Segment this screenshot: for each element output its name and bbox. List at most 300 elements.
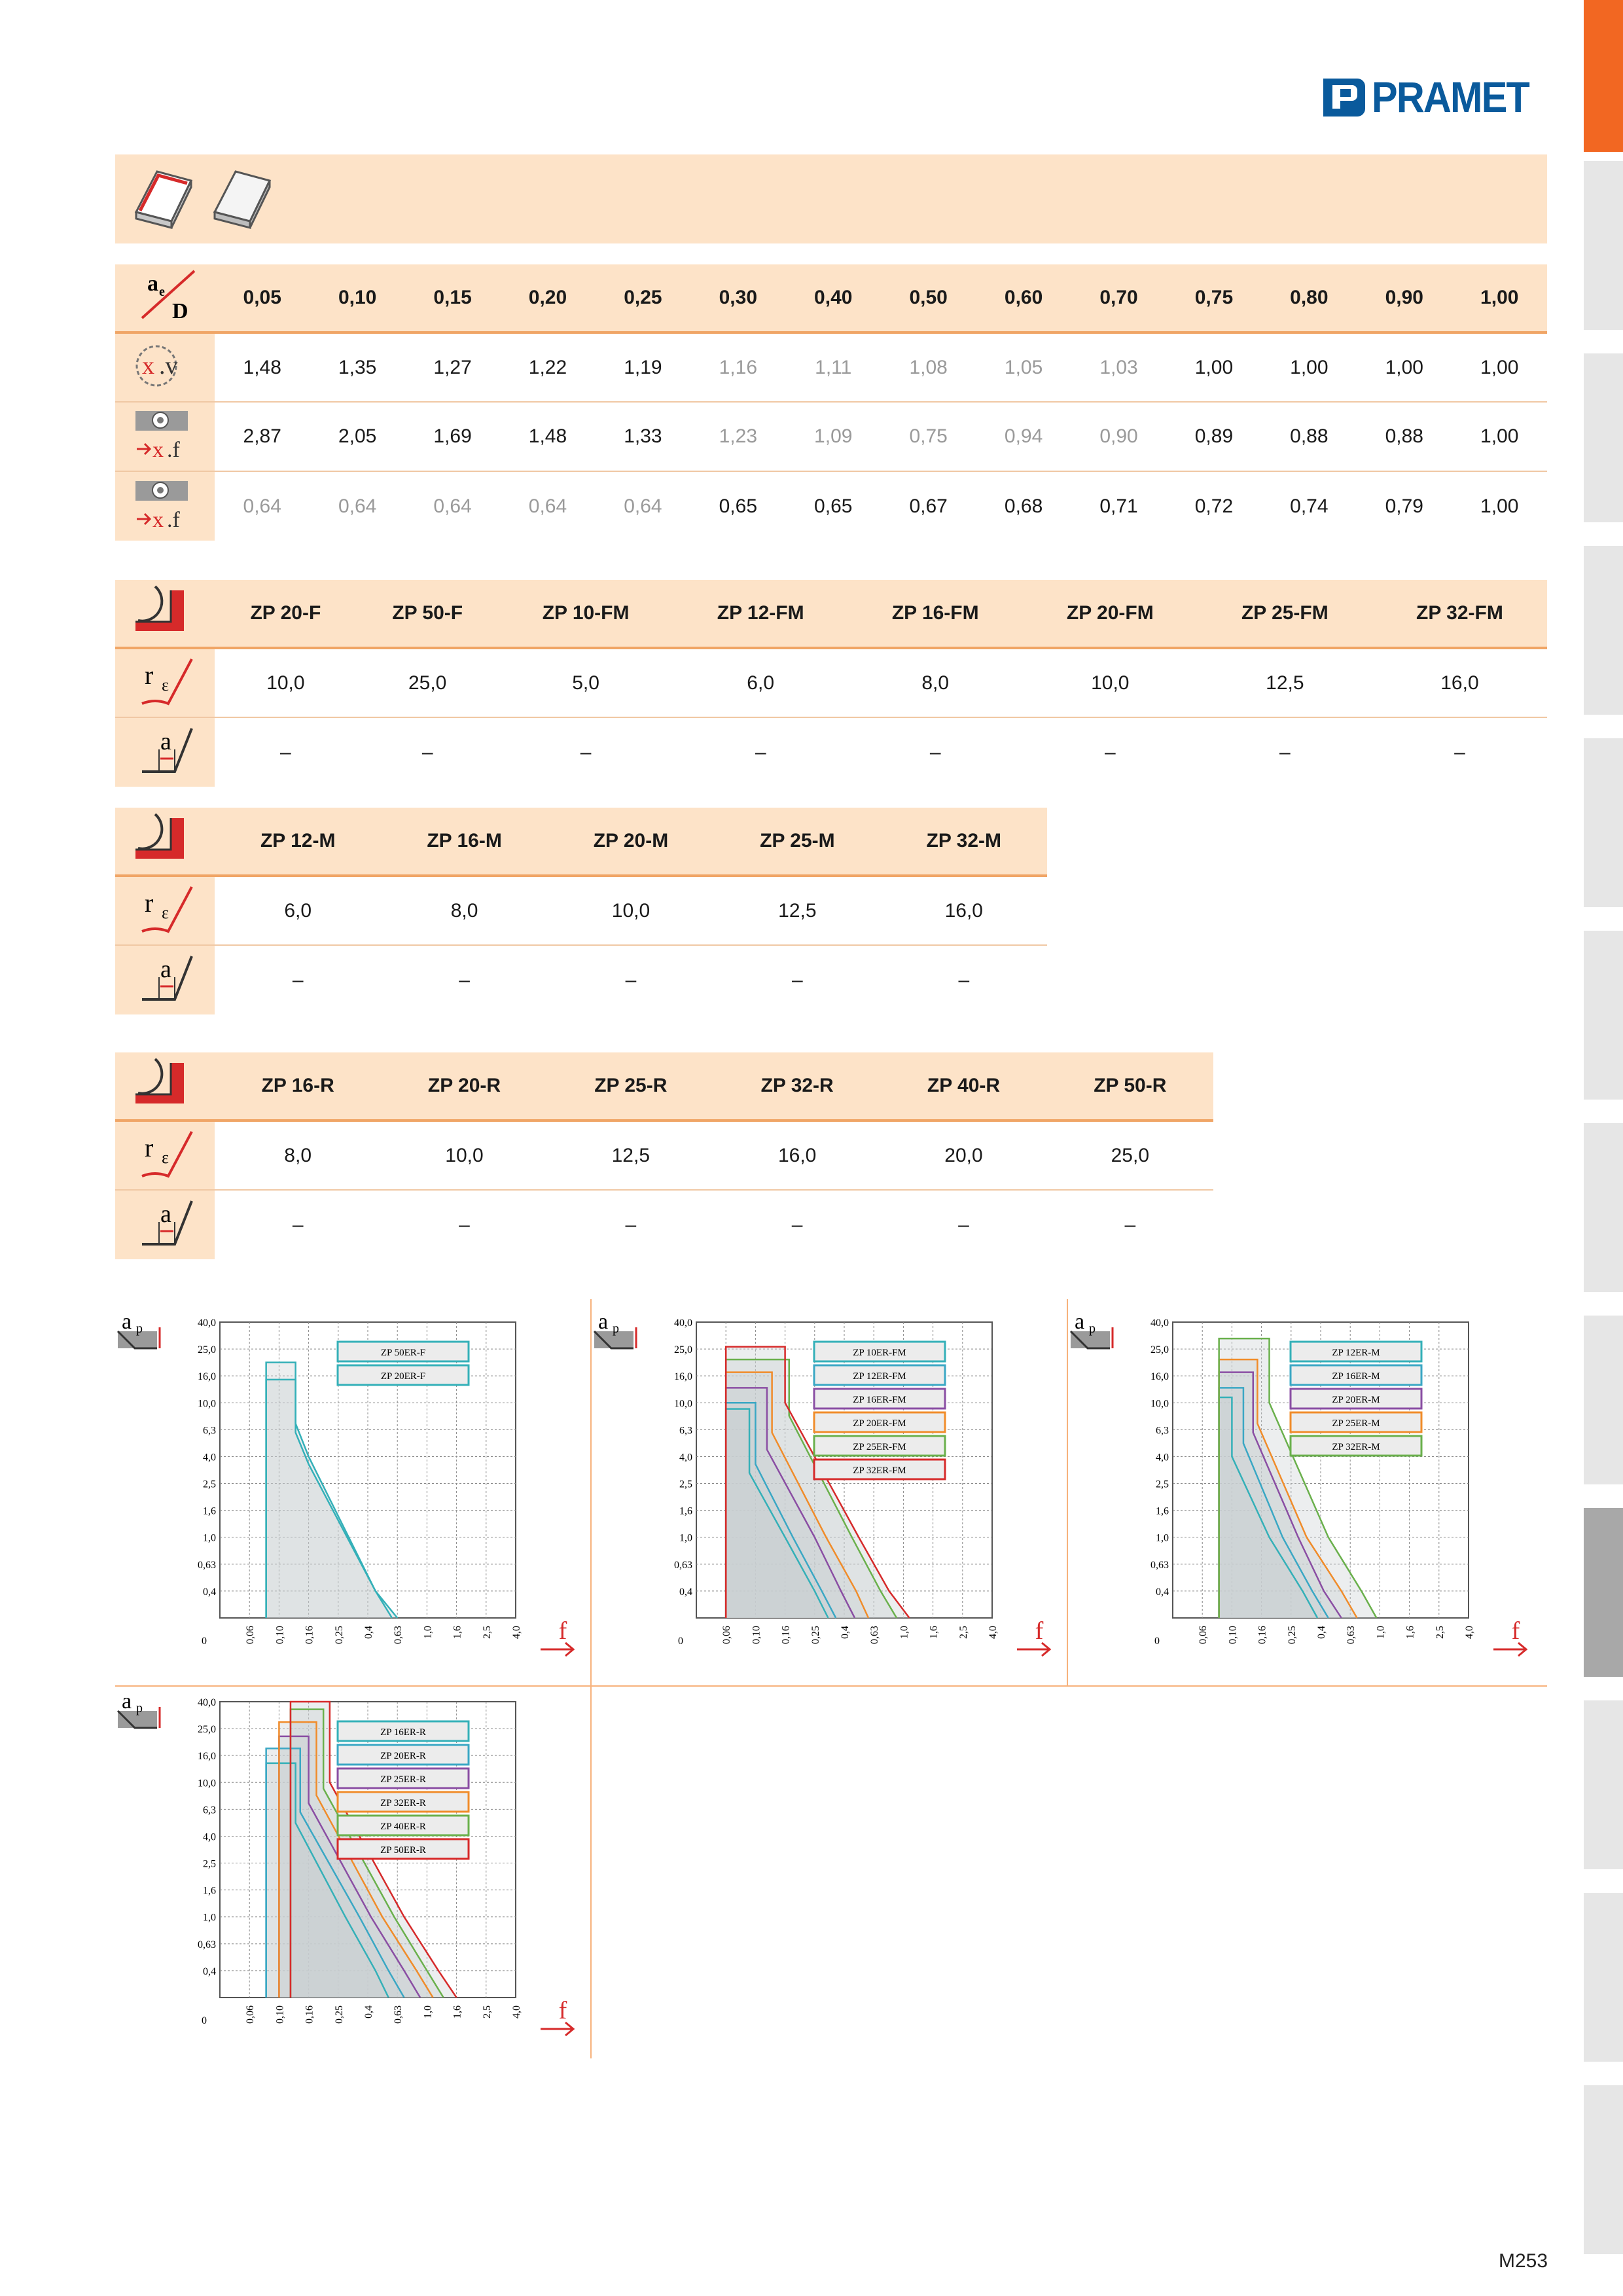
coef-value-cell: 0,71 — [1099, 495, 1138, 517]
coef-value-cell: 0,89 — [1194, 425, 1234, 447]
ae-d-icon — [115, 264, 215, 332]
svg-text:f: f — [558, 1617, 567, 1645]
x-tick-label: 2,5 — [481, 1626, 493, 1639]
x-tick-label: 0 — [1154, 1636, 1160, 1647]
land-value-cell: – — [292, 1213, 304, 1236]
x-tick-label: 0 — [678, 1636, 683, 1647]
x-tick-label: 4,0 — [511, 1626, 522, 1639]
coef-value-cell: 1,08 — [909, 356, 948, 378]
feed-axis-label — [541, 1997, 573, 2036]
insert-name-cell: ZP 20-M — [548, 808, 714, 876]
y-tick-label: 6,3 — [679, 1425, 692, 1437]
coef-header-cell: 0,50 — [881, 264, 976, 332]
land-value-cell: – — [280, 741, 291, 763]
insert-name-cell: ZP 12-FM — [673, 580, 848, 648]
radius-value-cell: 8,0 — [284, 1144, 312, 1166]
coef-value-cell: 1,00 — [1480, 356, 1519, 378]
svg-text:ZP 10ER-FM: ZP 10ER-FM — [853, 1348, 906, 1358]
corner-shape-icon — [115, 808, 215, 876]
y-tick-label: 2,5 — [203, 1479, 216, 1490]
svg-text:a: a — [122, 1689, 132, 1713]
ap-depth-icon — [118, 1310, 160, 1348]
y-tick-label: 2,5 — [679, 1479, 692, 1490]
x-tick-label: 2,5 — [957, 1626, 969, 1639]
y-tick-label: 10,0 — [674, 1398, 692, 1410]
x-tick-label: 0,63 — [1346, 1626, 1357, 1644]
land-width-icon — [115, 717, 215, 787]
svg-text:ZP 40ER-R: ZP 40ER-R — [380, 1821, 426, 1832]
y-tick-label: 6,3 — [203, 1425, 216, 1437]
svg-text:a: a — [160, 1200, 171, 1228]
y-tick-label: 2,5 — [1156, 1479, 1169, 1490]
svg-text:.v: .v — [159, 351, 178, 380]
radius-value-cell: 12,5 — [778, 899, 817, 922]
coef-value-cell: 1,00 — [1290, 356, 1329, 378]
x-tick-label: 1,6 — [928, 1626, 940, 1639]
xv-speed-icon — [115, 332, 215, 402]
insert-name-cell: ZP 40-R — [880, 1052, 1046, 1121]
y-tick-label: 25,0 — [1150, 1344, 1169, 1356]
land-value-cell: – — [958, 1213, 969, 1236]
legend-entry — [338, 1816, 469, 1835]
svg-text:ZP 32ER-R: ZP 32ER-R — [380, 1798, 426, 1808]
radius-value-cell: 6,0 — [747, 672, 775, 694]
pramet-logo-icon — [1321, 76, 1366, 119]
y-tick-label: 25,0 — [674, 1344, 692, 1356]
svg-text:a: a — [160, 955, 171, 983]
coef-value-cell: 0,74 — [1290, 495, 1329, 517]
y-tick-label: 16,0 — [1150, 1371, 1169, 1383]
insert-table-fm — [115, 580, 1547, 787]
legend-entry — [338, 1745, 469, 1765]
land-value-cell: – — [421, 741, 433, 763]
land-value-cell: – — [1104, 741, 1116, 763]
x-tick-label: 0 — [202, 2015, 207, 2026]
legend-entry — [814, 1436, 945, 1456]
coef-value-cell: 1,33 — [624, 425, 662, 447]
x-tick-label: 0,4 — [363, 2005, 374, 2018]
coef-value-cell: 0,64 — [528, 495, 567, 517]
y-tick-label: 4,0 — [203, 1831, 216, 1843]
y-tick-label: 1,0 — [1156, 1532, 1169, 1544]
legend-entry — [338, 1342, 469, 1361]
y-tick-label: 40,0 — [1150, 1318, 1169, 1329]
corner-radius-icon — [115, 648, 215, 717]
y-tick-label: 0,63 — [1150, 1559, 1169, 1571]
insert-name-cell: ZP 16-M — [381, 808, 547, 876]
radius-value-cell: 16,0 — [777, 1144, 817, 1166]
feed-depth-chart-r — [115, 1689, 586, 2058]
xf-feed-icon-2 — [115, 471, 215, 541]
y-tick-label: 6,3 — [1156, 1425, 1169, 1437]
x-tick-label: 1,6 — [452, 2005, 463, 2018]
svg-text:e: e — [159, 285, 165, 299]
svg-text:ε: ε — [162, 903, 169, 922]
svg-text:ZP 16ER-M: ZP 16ER-M — [1332, 1371, 1380, 1382]
coef-header-cell: 0,80 — [1262, 264, 1357, 332]
side-tab-active[interactable] — [1584, 0, 1623, 152]
coef-value-cell: 2,05 — [338, 425, 377, 447]
land-value-cell: – — [958, 969, 970, 991]
coef-value-cell: 1,16 — [719, 356, 758, 378]
land-value-cell: – — [1454, 741, 1465, 763]
y-tick-label: 16,0 — [198, 1371, 216, 1383]
xf-feed-icon — [115, 402, 215, 471]
legend-entry — [1291, 1412, 1421, 1432]
ap-depth-icon — [594, 1310, 636, 1348]
x-tick-label: 0 — [202, 1636, 207, 1647]
y-tick-label: 0,63 — [198, 1559, 216, 1571]
radius-value-cell: 20,0 — [944, 1144, 983, 1166]
legend-entry — [1291, 1389, 1421, 1408]
legend-entry — [338, 1792, 469, 1812]
coef-value-cell: 1,09 — [814, 425, 853, 447]
brand-name: PRAMET — [1372, 73, 1529, 121]
y-tick-label: 40,0 — [198, 1318, 216, 1329]
coef-header-cell: 0,90 — [1357, 264, 1452, 332]
side-tab-11[interactable] — [1584, 2085, 1623, 2254]
radius-value-cell: 16,0 — [944, 899, 983, 922]
x-tick-label: 1,0 — [899, 1626, 910, 1639]
ap-depth-icon — [118, 1689, 160, 1728]
insert-shape-grey-icon — [209, 166, 275, 232]
svg-text:ZP 25ER-FM: ZP 25ER-FM — [853, 1442, 906, 1452]
land-value-cell: – — [792, 969, 803, 991]
coef-value-cell: 2,87 — [243, 425, 281, 447]
x-tick-label: 0,06 — [245, 2005, 257, 2024]
svg-text:a: a — [160, 727, 171, 755]
x-tick-label: 0,63 — [393, 1626, 404, 1644]
coef-value-cell: 1,11 — [815, 356, 852, 378]
y-tick-label: 4,0 — [679, 1452, 692, 1463]
coef-value-cell: 0,64 — [243, 495, 281, 517]
svg-text:a: a — [122, 1310, 132, 1334]
legend-entry — [814, 1365, 945, 1385]
x-tick-label: 4,0 — [511, 2005, 522, 2018]
y-tick-label: 16,0 — [674, 1371, 692, 1383]
insert-name-cell: ZP 20-F — [215, 580, 357, 648]
coef-value-cell: 0,88 — [1385, 425, 1423, 447]
coef-value-cell: 1,69 — [433, 425, 472, 447]
insert-name-cell: ZP 32-FM — [1372, 580, 1547, 648]
svg-text:ZP 25ER-R: ZP 25ER-R — [380, 1774, 426, 1785]
legend-entry — [814, 1412, 945, 1432]
coef-value-cell: 1,00 — [1385, 356, 1423, 378]
insert-name-cell: ZP 25-FM — [1198, 580, 1372, 648]
svg-text:ZP 20ER-FM: ZP 20ER-FM — [853, 1418, 906, 1429]
coef-value-cell: 0,64 — [624, 495, 662, 517]
svg-text:a: a — [598, 1310, 609, 1334]
svg-text:ZP 25ER-M: ZP 25ER-M — [1332, 1418, 1380, 1429]
feed-depth-chart-fm — [592, 1309, 1063, 1679]
x-tick-label: 0,4 — [840, 1626, 851, 1639]
coef-header-cell: 0,15 — [405, 264, 500, 332]
x-tick-label: 0,10 — [1227, 1626, 1239, 1644]
land-value-cell: – — [929, 741, 941, 763]
side-tab-9[interactable] — [1584, 1700, 1623, 1869]
x-tick-label: 2,5 — [1434, 1626, 1446, 1639]
land-value-cell: – — [459, 969, 470, 991]
svg-text:D: D — [172, 299, 188, 323]
insert-name-cell: ZP 50-F — [357, 580, 499, 648]
side-tab-3[interactable] — [1584, 546, 1623, 715]
insert-shape-red-icon — [131, 166, 196, 232]
side-tab-5[interactable] — [1584, 931, 1623, 1100]
y-tick-label: 1,0 — [203, 1912, 216, 1924]
legend-entry — [338, 1768, 469, 1788]
coef-value-cell: 1,48 — [243, 356, 281, 378]
x-tick-label: 4,0 — [1464, 1626, 1475, 1639]
y-tick-label: 1,6 — [203, 1505, 216, 1517]
coef-value-cell: 1,35 — [338, 356, 377, 378]
pramet-logo — [1321, 73, 1548, 120]
coef-value-cell: 1,00 — [1194, 356, 1234, 378]
svg-text:ZP 16ER-R: ZP 16ER-R — [380, 1727, 426, 1738]
x-tick-label: 0,4 — [363, 1626, 374, 1639]
svg-text:ZP 32ER-FM: ZP 32ER-FM — [853, 1465, 906, 1476]
corner-shape-icon — [115, 580, 215, 648]
coef-value-cell: 1,48 — [528, 425, 567, 447]
svg-text:ZP 20ER-F: ZP 20ER-F — [380, 1371, 426, 1382]
coef-value-cell: 0,65 — [719, 495, 758, 517]
x-tick-label: 4,0 — [988, 1626, 999, 1639]
radius-value-cell: 25,0 — [408, 672, 447, 694]
land-value-cell: – — [292, 969, 304, 991]
svg-text:p: p — [1089, 1321, 1096, 1336]
legend-entry — [338, 1721, 469, 1741]
insert-table-r — [115, 1052, 1213, 1259]
x-tick-label: 0,10 — [274, 2005, 286, 2024]
side-tab-7[interactable] — [1584, 1316, 1623, 1484]
y-tick-label: 40,0 — [198, 1697, 216, 1708]
land-width-icon — [115, 1190, 215, 1259]
insert-name-cell: ZP 16-FM — [848, 580, 1023, 648]
coef-value-cell: 1,00 — [1480, 495, 1519, 517]
y-tick-label: 4,0 — [203, 1452, 216, 1463]
side-tab-4[interactable] — [1584, 738, 1623, 907]
svg-text:x: x — [152, 507, 164, 532]
feed-axis-label — [1493, 1617, 1526, 1656]
side-tab-10[interactable] — [1584, 1893, 1623, 2062]
insert-table-m — [115, 808, 1047, 1014]
radius-value-cell: 25,0 — [1111, 1144, 1150, 1166]
legend-entry — [814, 1342, 945, 1361]
y-tick-label: 1,6 — [679, 1505, 692, 1517]
x-tick-label: 0,16 — [1257, 1626, 1268, 1644]
y-tick-label: 1,0 — [679, 1532, 692, 1544]
svg-text:x: x — [152, 438, 164, 462]
coef-value-cell: 0,64 — [338, 495, 377, 517]
y-tick-label: 2,5 — [203, 1858, 216, 1870]
y-tick-label: 16,0 — [198, 1751, 216, 1763]
side-tab-6[interactable] — [1584, 1123, 1623, 1292]
y-tick-label: 6,3 — [203, 1804, 216, 1816]
land-value-cell: – — [625, 1213, 637, 1236]
radius-value-cell: 6,0 — [284, 899, 312, 922]
y-tick-label: 0,4 — [679, 1586, 692, 1598]
x-tick-label: 1,6 — [452, 1626, 463, 1639]
y-tick-label: 4,0 — [1156, 1452, 1169, 1463]
radius-value-cell: 16,0 — [1440, 672, 1479, 694]
x-tick-label: 0,25 — [333, 1626, 345, 1644]
coef-header-cell: 0,60 — [976, 264, 1071, 332]
svg-text:r: r — [145, 888, 154, 918]
coef-value-cell: 1,27 — [433, 356, 472, 378]
y-tick-label: 1,6 — [1156, 1505, 1169, 1517]
coef-value-cell: 0,68 — [1004, 495, 1043, 517]
coef-header-cell: 0,40 — [786, 264, 881, 332]
x-tick-label: 0,25 — [333, 2005, 345, 2024]
coef-header-cell: 1,00 — [1452, 264, 1547, 332]
coef-value-cell: 1,19 — [624, 356, 662, 378]
y-tick-label: 0,4 — [203, 1965, 216, 1977]
feed-depth-chart-m — [1068, 1309, 1539, 1679]
svg-text:ZP 20ER-R: ZP 20ER-R — [380, 1751, 426, 1761]
y-tick-label: 1,6 — [203, 1885, 216, 1897]
corner-radius-icon — [115, 1121, 215, 1190]
insert-name-cell: ZP 16-R — [215, 1052, 381, 1121]
land-value-cell: – — [755, 741, 766, 763]
side-tab-1[interactable] — [1584, 161, 1623, 330]
insert-name-cell: ZP 20-R — [381, 1052, 547, 1121]
svg-text:p: p — [136, 1321, 143, 1336]
radius-value-cell: 12,5 — [611, 1144, 651, 1166]
svg-text:ε: ε — [162, 675, 169, 694]
coef-value-cell: 1,22 — [528, 356, 567, 378]
x-tick-label: 0,25 — [1286, 1626, 1298, 1644]
x-tick-label: 1,0 — [1375, 1626, 1387, 1639]
land-width-icon — [115, 945, 215, 1014]
corner-shape-icon — [115, 1052, 215, 1121]
legend-entry — [1291, 1342, 1421, 1361]
insert-name-cell: ZP 10-FM — [499, 580, 673, 648]
insert-name-cell: ZP 50-R — [1047, 1052, 1213, 1121]
y-tick-label: 0,63 — [198, 1939, 216, 1950]
svg-text:ZP 16ER-FM: ZP 16ER-FM — [853, 1395, 906, 1405]
insert-name-cell: ZP 32-R — [714, 1052, 880, 1121]
y-tick-label: 10,0 — [198, 1778, 216, 1789]
svg-text:ZP 20ER-M: ZP 20ER-M — [1332, 1395, 1380, 1405]
insert-name-cell: ZP 20-FM — [1023, 580, 1198, 648]
x-tick-label: 2,5 — [481, 2005, 493, 2018]
x-tick-label: 0,10 — [751, 1626, 762, 1644]
page-number: M253 — [1499, 2250, 1548, 2272]
insert-name-cell: ZP 32-M — [881, 808, 1047, 876]
insert-banner — [115, 154, 1547, 243]
x-tick-label: 1,6 — [1404, 1626, 1416, 1639]
legend-entry — [338, 1365, 469, 1385]
x-tick-label: 1,0 — [422, 2005, 434, 2018]
svg-text:p: p — [136, 1701, 143, 1715]
radius-value-cell: 10,0 — [445, 1144, 484, 1166]
feed-axis-label — [1017, 1617, 1050, 1656]
y-tick-label: 25,0 — [198, 1344, 216, 1356]
legend-entry — [814, 1389, 945, 1408]
coef-value-cell: 1,00 — [1480, 425, 1519, 447]
x-tick-label: 0,63 — [393, 2005, 404, 2024]
y-tick-label: 0,4 — [203, 1586, 216, 1598]
coef-value-cell: 0,65 — [814, 495, 853, 517]
coef-value-cell: 0,94 — [1004, 425, 1043, 447]
x-tick-label: 0,16 — [304, 1626, 315, 1644]
coef-header-cell: 0,75 — [1166, 264, 1261, 332]
side-tab-2[interactable] — [1584, 353, 1623, 522]
coef-header-cell: 0,25 — [596, 264, 690, 332]
svg-text:.f: .f — [167, 507, 180, 532]
coefficient-table — [115, 264, 1547, 541]
land-value-cell: – — [459, 1213, 470, 1236]
land-value-cell: – — [1124, 1213, 1136, 1236]
coef-header-cell: 0,10 — [310, 264, 404, 332]
radius-value-cell: 10,0 — [611, 899, 651, 922]
land-value-cell: – — [625, 969, 637, 991]
coef-header-cell: 0,70 — [1071, 264, 1166, 332]
svg-text:r: r — [145, 660, 154, 690]
coef-value-cell: 1,05 — [1004, 356, 1043, 378]
svg-text:ZP 32ER-M: ZP 32ER-M — [1332, 1442, 1380, 1452]
svg-text:a: a — [1075, 1310, 1085, 1334]
x-tick-label: 0,63 — [869, 1626, 881, 1644]
legend-entry — [338, 1839, 469, 1859]
svg-text:p: p — [613, 1321, 619, 1336]
legend-entry — [1291, 1436, 1421, 1456]
y-tick-label: 10,0 — [198, 1398, 216, 1410]
insert-name-cell: ZP 25-R — [548, 1052, 714, 1121]
coef-value-cell: 0,90 — [1099, 425, 1138, 447]
y-tick-label: 0,63 — [674, 1559, 692, 1571]
y-tick-label: 40,0 — [674, 1318, 692, 1329]
land-value-cell: – — [1279, 741, 1291, 763]
coef-value-cell: 1,23 — [719, 425, 758, 447]
radius-value-cell: 10,0 — [1091, 672, 1130, 694]
land-value-cell: – — [791, 1213, 803, 1236]
coef-value-cell: 0,67 — [909, 495, 948, 517]
svg-text:f: f — [1511, 1617, 1520, 1645]
side-tab-8[interactable] — [1584, 1508, 1623, 1677]
y-tick-label: 1,0 — [203, 1532, 216, 1544]
y-tick-label: 25,0 — [198, 1724, 216, 1736]
land-value-cell: – — [580, 741, 592, 763]
coef-value-cell: 1,03 — [1099, 356, 1138, 378]
insert-name-cell: ZP 25-M — [714, 808, 880, 876]
x-tick-label: 0,06 — [245, 1626, 257, 1644]
coef-value-cell: 0,79 — [1385, 495, 1423, 517]
coef-header-cell: 0,05 — [215, 264, 310, 332]
x-tick-label: 0,06 — [1198, 1626, 1209, 1644]
coef-value-cell: 0,75 — [909, 425, 948, 447]
x-tick-label: 1,0 — [422, 1626, 434, 1639]
corner-radius-icon — [115, 876, 215, 945]
coef-header-cell: 0,20 — [500, 264, 595, 332]
y-tick-label: 10,0 — [1150, 1398, 1169, 1410]
radius-value-cell: 5,0 — [572, 672, 599, 694]
insert-name-cell: ZP 12-M — [215, 808, 381, 876]
x-tick-label: 0,4 — [1316, 1626, 1327, 1639]
svg-text:f: f — [1035, 1617, 1044, 1645]
coef-value-cell: 0,64 — [433, 495, 472, 517]
svg-text:ZP 12ER-FM: ZP 12ER-FM — [853, 1371, 906, 1382]
radius-value-cell: 8,0 — [450, 899, 478, 922]
coef-value-cell: 0,88 — [1290, 425, 1329, 447]
feed-axis-label — [541, 1617, 573, 1656]
ap-depth-icon — [1071, 1310, 1113, 1348]
svg-text:f: f — [558, 1997, 567, 2024]
svg-text:ZP 50ER-R: ZP 50ER-R — [380, 1845, 426, 1856]
svg-text:ε: ε — [162, 1147, 169, 1167]
feed-depth-chart-f — [115, 1309, 586, 1679]
legend-entry — [814, 1460, 945, 1479]
svg-text:x: x — [142, 351, 154, 380]
